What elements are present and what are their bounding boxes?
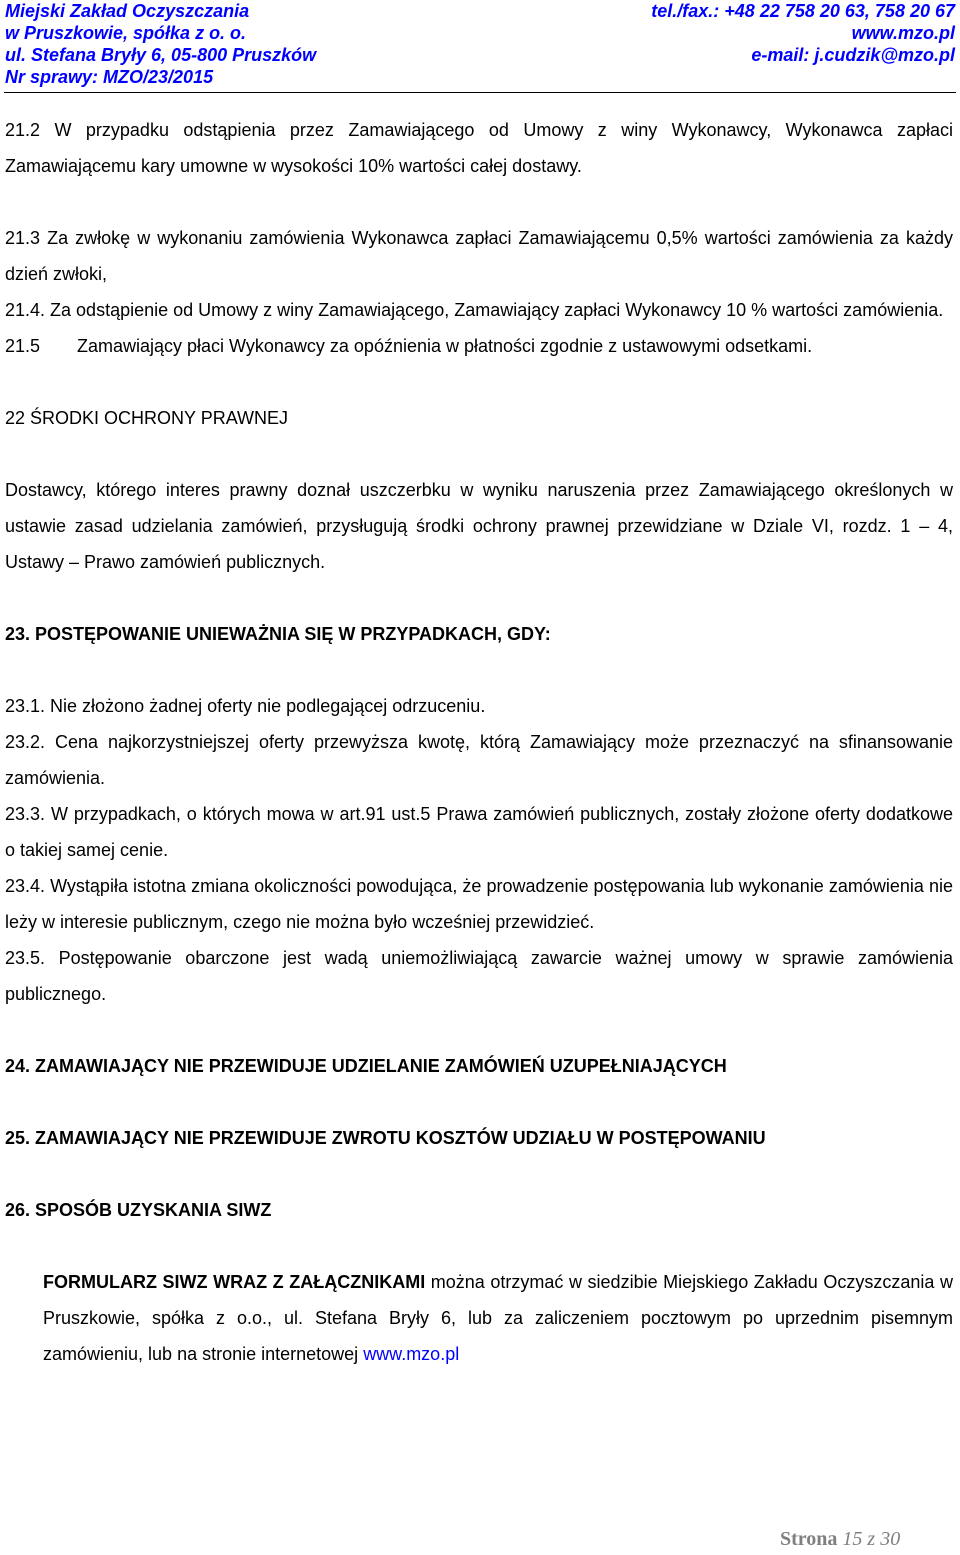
item-23-2: 23.2. Cena najkorzystniejszej oferty przewyższa kwotę, którą Zamawiający może przeznaczyć na sfinansowanie zamówienia. xyxy=(5,732,953,788)
header-row-1 xyxy=(5,0,955,22)
company-address: ul. Stefana Bryły 6, 05-800 Pruszków xyxy=(5,45,317,65)
paragraph-21-5-text: Zamawiający płaci Wykonawcy za opóźnienia w płatności zgodnie z ustawowymi odsetkami. xyxy=(77,336,813,356)
company-name-line2: w Pruszkowie, spółka z o. o. xyxy=(5,23,247,43)
paragraph-21-5 xyxy=(5,328,953,364)
item-23-4: 23.4. Wystąpiła istotna zmiana okoliczności powodująca, że prowadzenie postępowania lub wykonanie zamówienia nie leży w interesie publicznym, czego nie można było wcześniej przewidzieć. xyxy=(5,876,953,932)
header-divider xyxy=(4,92,956,93)
section-22-heading: 22 ŚRODKI OCHRONY PRAWNEJ xyxy=(5,408,289,428)
item-23-1: 23.1. Nie złożono żadnej oferty nie podlegającej odrzuceniu. xyxy=(5,696,486,716)
section-22-text: Dostawcy, którego interes prawny doznał uszczerbku w wyniku naruszenia przez Zamawiającego określonych w ustawie zasad udzielania zamówień, przysługują środki ochrony prawnej przewidziane w Dziale VI, rozdz. 1 – 4, Ustawy – Prawo zamówień publicznych. xyxy=(5,480,953,572)
siwz-form-label: FORMULARZ SIWZ WRAZ Z ZAŁĄCZNIKAMI xyxy=(43,1272,426,1292)
paragraph-21-2: 21.2 W przypadku odstąpienia przez Zamawiającego od Umowy z winy Wykonawcy, Wykonawca zapłaci Zamawiającemu kary umowne w wysokości 10% wartości całej dostawy. xyxy=(5,120,953,176)
paragraph-21-4: 21.4. Za odstąpienie od Umowy z winy Zamawiającego, Zamawiający zapłaci Wykonawcy 10 % wartości zamówienia. xyxy=(5,300,944,320)
header-row-2 xyxy=(5,22,955,44)
section-24-heading: 24. ZAMAWIAJĄCY NIE PRZEWIDUJE UDZIELANIE ZAMÓWIEŃ UZUPEŁNIAJĄCYCH xyxy=(5,1056,727,1076)
siwz-text: można otrzymać w siedzibie Miejskiego Zakładu Oczyszczania w Pruszkowie, spółka z o.o., ul. Stefana Bryły 6, lub za zaliczeniem pocztowym po uprzednim pisemnym zamówieniu, lub na stronie internetowej xyxy=(43,1272,953,1364)
total-pages: 30 xyxy=(880,1528,901,1550)
mzo-website-link[interactable]: www.mzo.pl xyxy=(363,1344,460,1364)
company-name: Miejski Zakład Oczyszczania xyxy=(5,1,250,21)
phone-fax: tel./fax.: +48 22 758 20 63, 758 20 67 xyxy=(651,1,955,21)
current-page: 15 xyxy=(842,1528,863,1550)
paragraph-21-5-number: 21.5 xyxy=(5,336,41,356)
item-23-5: 23.5. Postępowanie obarczone jest wadą uniemożliwiającą zawarcie ważnej umowy w sprawie zamówienia publicznego. xyxy=(5,948,953,1004)
page-number xyxy=(780,1528,900,1551)
email-link[interactable]: e-mail: j.cudzik@mzo.pl xyxy=(751,45,955,65)
section-26-text xyxy=(5,1264,953,1372)
case-number: Nr sprawy: MZO/23/2015 xyxy=(5,67,214,87)
page-label: Strona xyxy=(780,1528,838,1550)
paragraph-21-3: 21.3 Za zwłokę w wykonaniu zamówienia Wykonawca zapłaci Zamawiającemu 0,5% wartości zamówienia za każdy dzień zwłoki, xyxy=(5,228,953,284)
page-of: z xyxy=(867,1528,876,1550)
header-row-4 xyxy=(5,66,955,88)
section-25-heading: 25. ZAMAWIAJĄCY NIE PRZEWIDUJE ZWROTU KOSZTÓW UDZIAŁU W POSTĘPOWANIU xyxy=(5,1128,766,1148)
document-body xyxy=(5,112,953,1372)
header-row-3 xyxy=(5,44,955,66)
item-23-3: 23.3. W przypadkach, o których mowa w art.91 ust.5 Prawa zamówień publicznych, zostały złożone oferty dodatkowe o takiej samej cenie. xyxy=(5,804,953,860)
page-header xyxy=(5,0,955,88)
website-link[interactable]: www.mzo.pl xyxy=(851,23,955,43)
section-26-heading: 26. SPOSÓB UZYSKANIA SIWZ xyxy=(5,1200,272,1220)
section-23-heading: 23. POSTĘPOWANIE UNIEWAŻNIA SIĘ W PRZYPADKACH, GDY: xyxy=(5,624,551,644)
